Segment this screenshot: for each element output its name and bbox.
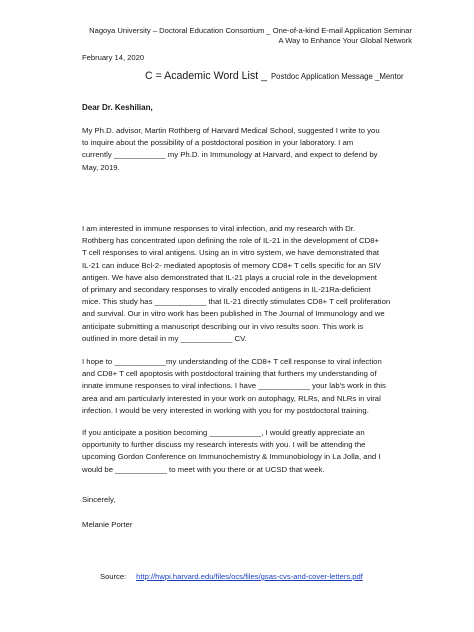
paragraph-line: opportunity to further discuss my research interests with you. I will be attending the <box>82 440 366 450</box>
document-date: February 14, 2020 <box>82 53 145 62</box>
letter-signature: Melanie Porter <box>82 520 133 529</box>
source-line <box>100 572 363 581</box>
paragraph-line: Rothberg has concentrated upon defining the role of IL-21 in the development of CD8+ <box>82 236 380 246</box>
header-line-1: Nagoya University – Doctoral Education Consortium _ One-of-a-kind E-mail Application Seminar <box>89 26 412 35</box>
paragraph-line: I am interested in immune responses to viral infection, and my research with Dr. <box>82 224 356 233</box>
paragraph-line: area and am particularly interested in your work on autophagy, RLRs, and NLRs in viral <box>82 393 381 403</box>
paragraph-line: and CD8+ T cell apoptosis with postdoctoral training that furthers my understanding of <box>82 369 377 379</box>
paragraph-line: infection. I would be very interested in working with you for my postdoctoral training. <box>82 405 369 415</box>
title-sub: Postdoc Application Message _Mentor <box>270 72 404 81</box>
letter-paragraph-1 <box>82 125 395 174</box>
paragraph-line: IL-21 can induce Bcl-2- mediated apoptosis of memory CD8+ T cells specific for an SIV <box>82 260 381 270</box>
paragraph-line: mice. This study has ____________ that IL-21 directly stimulates CD8+ T cell proliferation <box>82 297 391 307</box>
paragraph-line: would be ____________ to meet with you there or at UCSD that week. <box>82 464 325 474</box>
paragraph-line: anticipate submitting a manuscript describing our in vivo results soon. This work is <box>82 321 364 331</box>
paragraph-line: If you anticipate a position becoming ____________, I would greatly appreciate an <box>82 428 365 437</box>
paragraph-line: currently ____________ my Ph.D. in Immunology at Harvard, and expect to defend by <box>82 150 378 160</box>
letter-paragraph-4 <box>82 427 395 476</box>
source-label: Source: <box>100 572 127 581</box>
paragraph-line: upcoming Gordon Conference on Immunochemistry & Immunobiology in La Jolla, and I <box>82 452 381 462</box>
document-header <box>89 26 412 45</box>
document-title <box>145 66 404 84</box>
paragraph-line: T cell responses to viral antigens. Using an in vitro system, we have demonstrated that <box>82 248 380 258</box>
paragraph-line: I hope to ____________my understanding of the CD8+ T cell response to viral infection <box>82 357 382 366</box>
header-line-2: A Way to Enhance Your Global Network <box>278 35 412 45</box>
letter-paragraph-3 <box>82 356 395 417</box>
paragraph-line: to inquire about the possibility of a postdoctoral position in your laboratory. I am <box>82 138 354 148</box>
paragraph-line: innate immune responses to viral infections. I have ____________ your lab's work in this <box>82 381 386 391</box>
paragraph-line: of primary and secondary responses to virally encoded antigens in IL-21Ra-deficient <box>82 285 371 295</box>
letter-closing: Sincerely, <box>82 495 116 504</box>
title-main: C = Academic Word List _ <box>145 70 267 82</box>
paragraph-line: May, 2019. <box>82 162 120 172</box>
paragraph-line: outlined in more detail in my ____________ CV. <box>82 333 247 343</box>
paragraph-line: antigen. We have also demonstrated that IL-21 plays a crucial role in the development <box>82 272 377 282</box>
letter-salutation: Dear Dr. Keshilian, <box>82 103 153 112</box>
paragraph-line: and survival. Our in vitro work has been published in The Journal of Immunology and we <box>82 309 385 319</box>
paragraph-line: My Ph.D. advisor, Martin Rothberg of Harvard Medical School, suggested I write to you <box>82 126 380 135</box>
letter-paragraph-2 <box>82 223 395 345</box>
source-link[interactable]: http://hwpi.harvard.edu/files/ocs/files/gsas-cvs-and-cover-letters.pdf <box>136 572 363 581</box>
